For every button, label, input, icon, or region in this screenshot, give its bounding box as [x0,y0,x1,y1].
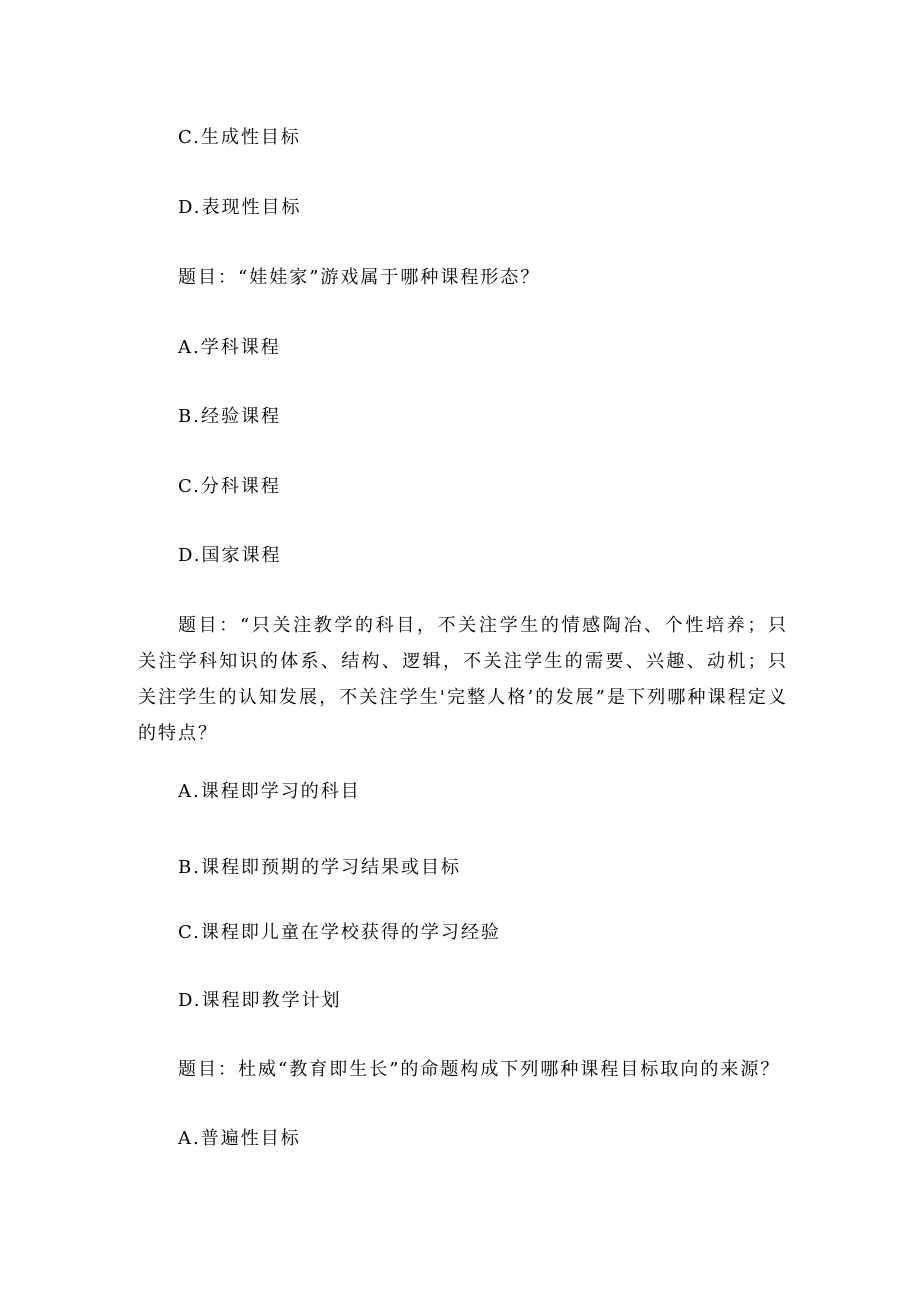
option-d-previous: D.表现性目标 [178,197,302,218]
option-c-previous: C.生成性目标 [178,127,301,148]
q2-option-d: D.课程即教学计划 [178,990,342,1011]
q2-option-c: C.课程即儿童在学校获得的学习经验 [178,922,501,943]
q1-option-d: D.国家课程 [178,545,282,566]
q2-option-a: A.课程即学习的科目 [178,781,361,802]
question-3: 题目：杜威“教育即生长”的命题构成下列哪种课程目标取向的来源？ [178,1059,781,1080]
q2-option-b: B.课程即预期的学习结果或目标 [178,857,461,878]
q1-option-b: B.经验课程 [178,406,281,427]
question-1: 题目：“娃娃家”游戏属于哪种课程形态？ [178,267,541,288]
question-2: 题目：“只关注教学的科目，不关注学生的情感陶冶、个性培养；只关注学科知识的体系、结构、逻辑，不关注学生的需要、兴趣、动机；只关注学生的认知发展，不关注学生'完整人格’的发展”是下列哪种课程定义的特点？ [138,615,788,744]
q3-option-a: A.普遍性目标 [178,1128,301,1149]
q1-option-c: C.分科课程 [178,476,281,497]
q1-option-a: A.学科课程 [178,337,281,358]
